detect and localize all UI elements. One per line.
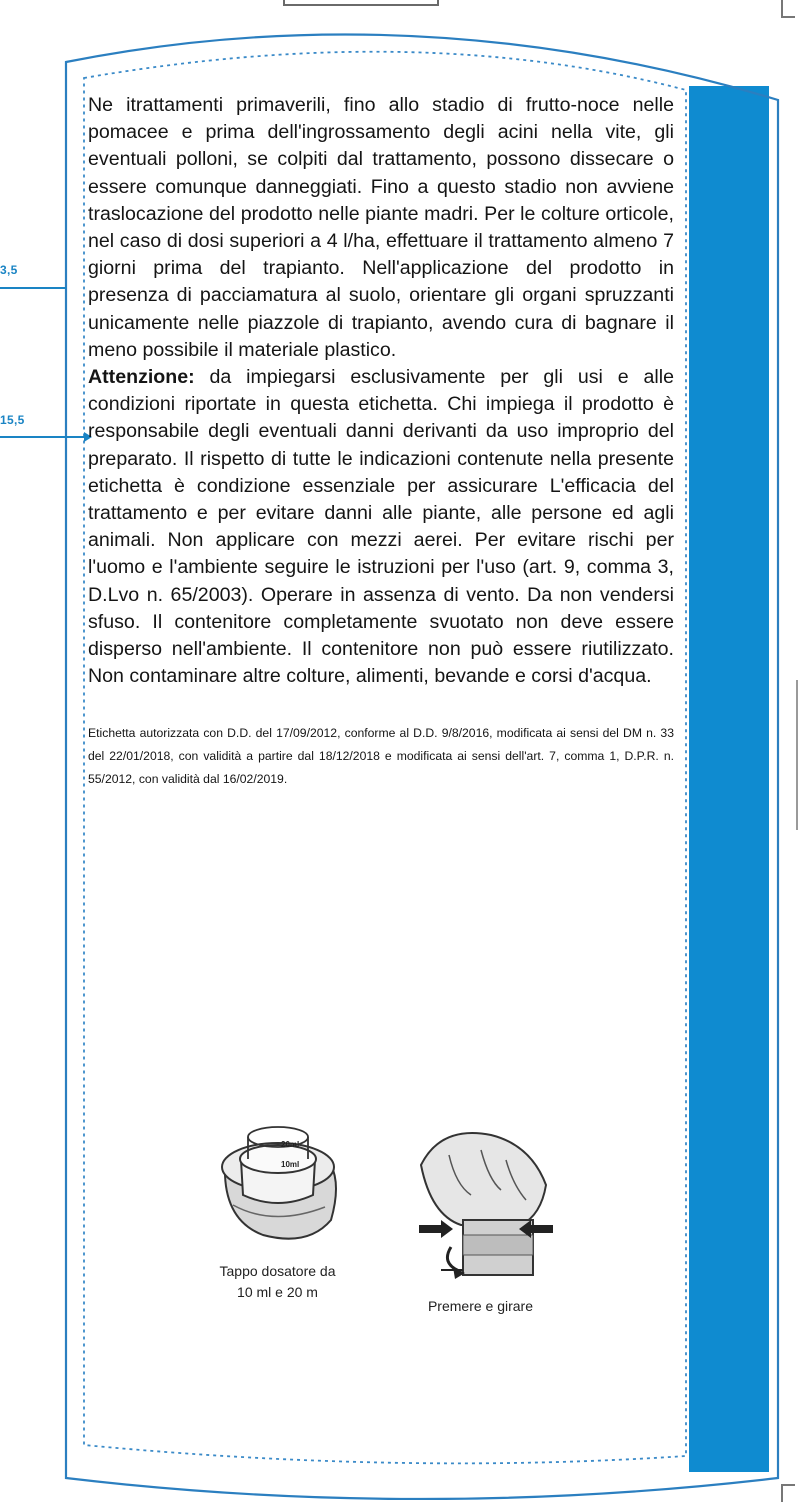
dimension-arrow-lower [0, 430, 92, 444]
cap-mark-upper: 20ml [280, 1140, 299, 1149]
attention-label: Attenzione: [88, 366, 195, 389]
top-tab-mark [283, 0, 439, 6]
press-turn-caption: Premere e girare [427, 1298, 534, 1314]
blue-side-band [689, 86, 769, 1472]
dosing-cap-figure [195, 1125, 360, 1303]
cap-mark-lower: 10ml [280, 1160, 299, 1169]
label-text-block [88, 92, 674, 790]
usage-text: Ne itrattamenti primaverili, fino allo stadio di frutto-noce nelle pomacee e prima dell'ingrossamento degli acini nella vite, gli eventuali polloni, se colpiti dal trattamento, possono dissecare o essere comunque danneggiati. Fino a questo stadio non avviene traslocazione del prodotto nelle piante madri. Per le colture orticole, nel caso di dosi superiori a 4 l/ha, effettuare il trattamento almeno 7 giorni prima del trapianto. Nell'applicazione del prodotto in presenza di pacciamatura al suolo, orientare gli organi spruzzanti unicamente nelle piazzole di trapianto, avendo cura di bagnare il meno possibile il materiale plastico. [88, 94, 674, 361]
dosing-cap-caption-line2: 10 ml e 20 m [237, 1284, 318, 1300]
crop-mark-bottom [781, 1484, 795, 1502]
dosing-cap-caption-line1: Tappo dosatore da [219, 1263, 336, 1279]
dosing-cap-caption [195, 1261, 360, 1303]
crop-mark-top [781, 0, 795, 18]
authorization-note: Etichetta autorizzata con D.D. del 17/09/2012, conforme al D.D. 9/8/2016, modificata ai sensi del DM n. 33 del 22/01/2018, con validità a partire dal 18/12/2018 e modificata ai sensi dell'art. 7, comma 1, D.P.R. n. 55/2012, con validità dal 16/02/2019. [88, 726, 674, 786]
press-arrow-left-icon [419, 1220, 453, 1238]
dimension-label-lower: 15,5 [0, 413, 25, 427]
dimension-label-upper: 3,5 [0, 263, 18, 277]
press-and-turn-icon [401, 1125, 561, 1285]
usage-paragraph [88, 92, 674, 364]
attention-paragraph [88, 364, 674, 690]
dimension-line-upper [0, 287, 66, 289]
side-tick-mark [796, 680, 801, 830]
dosing-cap-icon [213, 1125, 343, 1250]
attention-text: da impiegarsi esclusivamente per gli usi e alle condizioni riportate in questa etichetta. Chi impiega il prodotto è responsabile degli eventuali danni derivanti da uso improprio del preparato. Il rispetto di tutte le indicazioni contenute nella presente etichetta è condizione essenziale per assicurare L'efficacia del trattamento e per evitare danni alle piante, alle persone ed agli animali. Non applicare con mezzi aerei. Per evitare rischi per l'uomo e l'ambiente seguire le istruzioni per l'uso (art. 9, comma 3, D.Lvo n. 65/2003). Operare in assenza di vento. Da non vendersi sfuso. Il contenitore completamente svuotato non deve essere disperso nell'ambiente. Il contenitore non può essere riutilizzato. Non contaminare altre colture, alimenti, bevande e corsi d'acqua. [88, 366, 674, 688]
press-turn-figure [398, 1125, 563, 1317]
